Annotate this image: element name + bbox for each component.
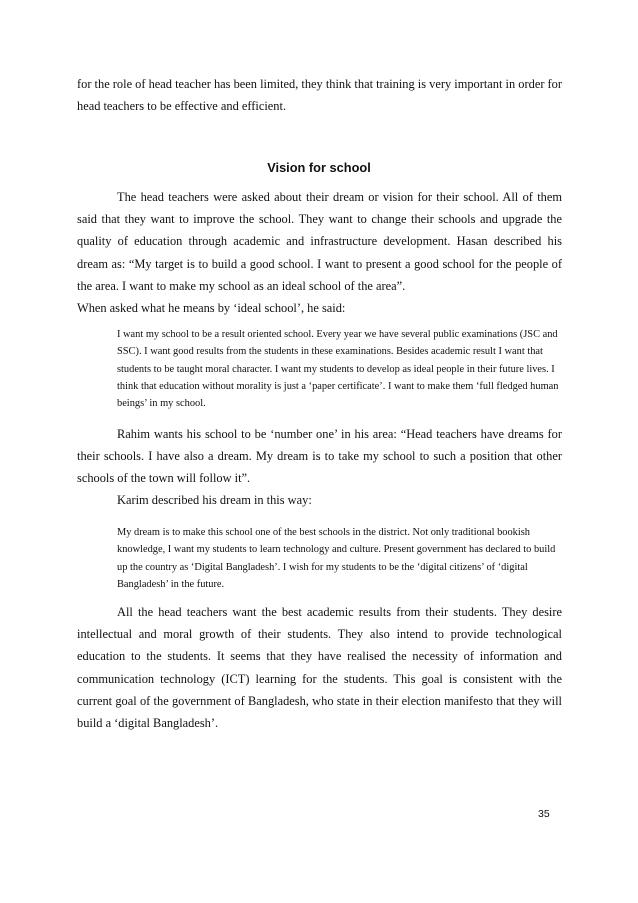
hasan-quote: I want my school to be a result oriented school. Every year we have several public examinations (JSC and SSC). I want good results from the students in these examinations. Besides academic result I want that students to be taught moral character. I want my students to develop as ideal people in their future lives. I think that education without morality is just a ‘paper certificate’. I want to make them ‘full fledged human beings’ in my school. — [117, 329, 559, 410]
karim-quote: My dream is to make this school one of the best schools in the district. Not only traditional bookish knowledge, I want my students to learn technology and culture. Present government has declared to build up the country as ‘Digital Bangladesh’. I wish for my students to be the ‘digital citizens’ of ‘digital Bangladesh’ in the future. — [117, 527, 556, 590]
vision-paragraph: The head teachers were asked about their dream or vision for their school. All of them said that they want to improve the school. They want to change their schools and upgrade the quality of education through academic and infrastructure development. Hasan described his dream as: “My target is to build a good school. I want to present a good school for the people of the area. I want to make my school as an ideal school of the area”. — [77, 190, 562, 293]
ideal-school-paragraph: When asked what he means by ‘ideal school’, he said: — [77, 301, 346, 315]
page-number: 35 — [538, 808, 550, 820]
section-heading: Vision for school — [267, 160, 371, 175]
conclusion-paragraph: All the head teachers want the best academic results from their students. They desire intellectual and moral growth of their students. They also intend to provide technological education to the students. It seems that they have realised the necessity of information and communication technology (ICT) learning for the students. This goal is consistent with the current goal of the government of Bangladesh, who state in their election manifesto that they will build a ‘digital Bangladesh’. — [77, 605, 562, 731]
rahim-paragraph: Rahim wants his school to be ‘number one’ in his area: “Head teachers have dreams for their schools. I have also a dream. My dream is to take my school to such a position that other schools of the town will follow it”. — [77, 427, 562, 486]
intro-paragraph: for the role of head teacher has been limited, they think that training is very important in order for head teachers to be effective and efficient. — [77, 77, 562, 114]
karim-paragraph: Karim described his dream in this way: — [117, 493, 312, 507]
